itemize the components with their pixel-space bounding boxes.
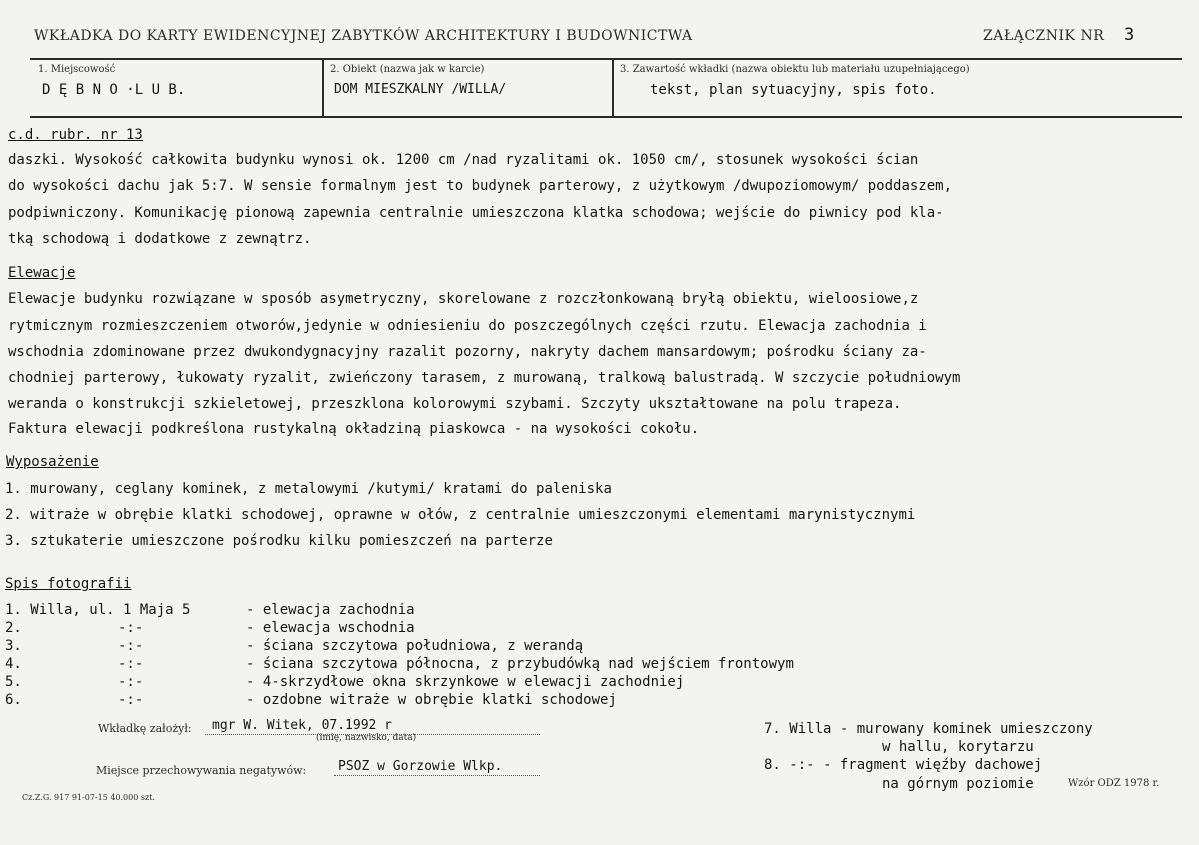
continuation-line: tką schodową i dodatkowe z zewnątrz. [8, 231, 312, 247]
elevations-line: wschodnia zdominowane przez dwukondygnacyjny razalit pozorny, nakryty dachem mansardowym; pośrodku ściany za- [8, 344, 927, 360]
elevations-line: chodniej parterowy, łukowaty ryzalit, zwieńczony tarasem, z murowaną, tralkową balustradą. W szczycie południowym [8, 370, 961, 386]
print-code: Cz.Z.G. 917 91-07-15 40.000 szt. [22, 793, 155, 802]
photo-place: -:- [118, 656, 144, 672]
photo-description: - ściana szczytowa południowa, z werandą [246, 638, 584, 654]
continuation-line: daszki. Wysokość całkowita budynku wynosi ok. 1200 cm /nad ryzalitami ok. 1050 cm/, stosunek wysokości ścian [8, 152, 919, 168]
photo-8-line-2: na górnym poziomie [882, 776, 1034, 792]
content-label: 3. Zawartość wkładki (nazwa obiektu lub materiału uzupełniającego) [620, 64, 970, 75]
photo-number: 6. [5, 692, 22, 708]
photo-description: - elewacja wschodnia [246, 620, 415, 636]
photo-description: - ozdobne witraże w obrębie klatki schodowej [246, 692, 617, 708]
photo-number: 1. Willa, ul. 1 Maja 5 [5, 602, 191, 618]
photo-number: 2. [5, 620, 22, 636]
content-value: tekst, plan sytuacyjny, spis foto. [650, 82, 937, 98]
object-value: DOM MIESZKALNY /WILLA/ [334, 82, 507, 97]
continuation-heading: c.d. rubr. nr 13 [8, 127, 143, 143]
photo-7-line-1: 7. Willa - murowany kominek umieszczony [764, 721, 1093, 737]
equipment-item: 2. witraże w obrębie klatki schodowej, oprawne w ołów, z centralnie umieszczonymi elementami marynistycznymi [5, 507, 916, 523]
photo-place: -:- [118, 638, 144, 654]
photo-8-line-1: 8. -:- - fragment więźby dachowej [764, 757, 1043, 773]
place-label: 1. Miejscowość [38, 64, 116, 75]
elevations-line: Faktura elewacji podkreślona rustykalną okładziną piaskowca - na wysokości cokołu. [8, 421, 700, 437]
elevations-line: weranda o konstrukcji szkieletowej, przeszklona kolorowymi szybami. Szczyty ukształtowane na polu trapeza. [8, 396, 902, 412]
photo-7-line-2: w hallu, korytarzu [882, 739, 1034, 755]
photo-place: -:- [118, 674, 144, 690]
equipment-item: 3. sztukaterie umieszczone pośrodku kilku pomieszczeń na parterze [5, 533, 553, 549]
photo-number: 3. [5, 638, 22, 654]
elevations-heading: Elewacje [8, 265, 76, 281]
continuation-line: do wysokości dachu jak 5:7. W sensie formalnym jest to budynek parterowy, z użytkowym /dwupoziomowym/ poddaszem, [8, 178, 953, 194]
form-code: Wzór ODZ 1978 r. [1068, 778, 1160, 789]
header-rule-top [30, 58, 1182, 60]
equipment-heading: Wyposażenie [6, 454, 99, 470]
continuation-line: podpiwniczony. Komunikację pionową zapewnia centralnie umieszczona klatka schodowa; wejście do piwnicy pod kla- [8, 205, 944, 221]
object-label: 2. Obiekt (nazwa jak w karcie) [330, 64, 485, 75]
field-divider-1 [322, 59, 324, 116]
photo-place: -:- [118, 692, 144, 708]
photo-place: -:- [118, 620, 144, 636]
photo-number: 5. [5, 674, 22, 690]
founded-label: Wkładkę założył: [98, 722, 192, 735]
photo-list-heading: Spis fotografii [5, 576, 132, 592]
photo-description: - ściana szczytowa północna, z przybudówką nad wejściem frontowym [246, 656, 794, 672]
place-value: D Ę B N O ·L U B. [42, 82, 186, 98]
header-rule-bottom [30, 116, 1182, 118]
founded-value: mgr W. Witek, 07.1992 r [212, 718, 393, 733]
annex-number: 3 [1124, 25, 1135, 45]
annex-label: ZAŁĄCZNIK NR [983, 28, 1105, 44]
card-title: WKŁADKA DO KARTY EWIDENCYJNEJ ZABYTKÓW ARCHITEKTURY I BUDOWNICTWA [34, 28, 693, 44]
photo-description: - 4-skrzydłowe okna skrzynkowe w elewacji zachodniej [246, 674, 685, 690]
elevations-line: rytmicznym rozmieszczeniem otworów,jedynie w odniesieniu do poszczególnych części rzutu. Elewacja zachodnia i [8, 318, 927, 334]
founded-caption: (imię, nazwisko, data) [316, 733, 417, 743]
storage-dotted-line [334, 775, 540, 776]
field-divider-2 [612, 59, 614, 116]
photo-number: 4. [5, 656, 22, 672]
elevations-line: Elewacje budynku rozwiązane w sposób asymetryczny, skorelowane z rozczłonkowaną bryłą obiektu, wieloosiowe,z [8, 291, 919, 307]
photo-description: - elewacja zachodnia [246, 602, 415, 618]
equipment-item: 1. murowany, ceglany kominek, z metalowymi /kutymi/ kratami do paleniska [5, 481, 612, 497]
storage-label: Miejsce przechowywania negatywów: [96, 764, 307, 777]
storage-value: PSOZ w Gorzowie Wlkp. [338, 759, 503, 774]
